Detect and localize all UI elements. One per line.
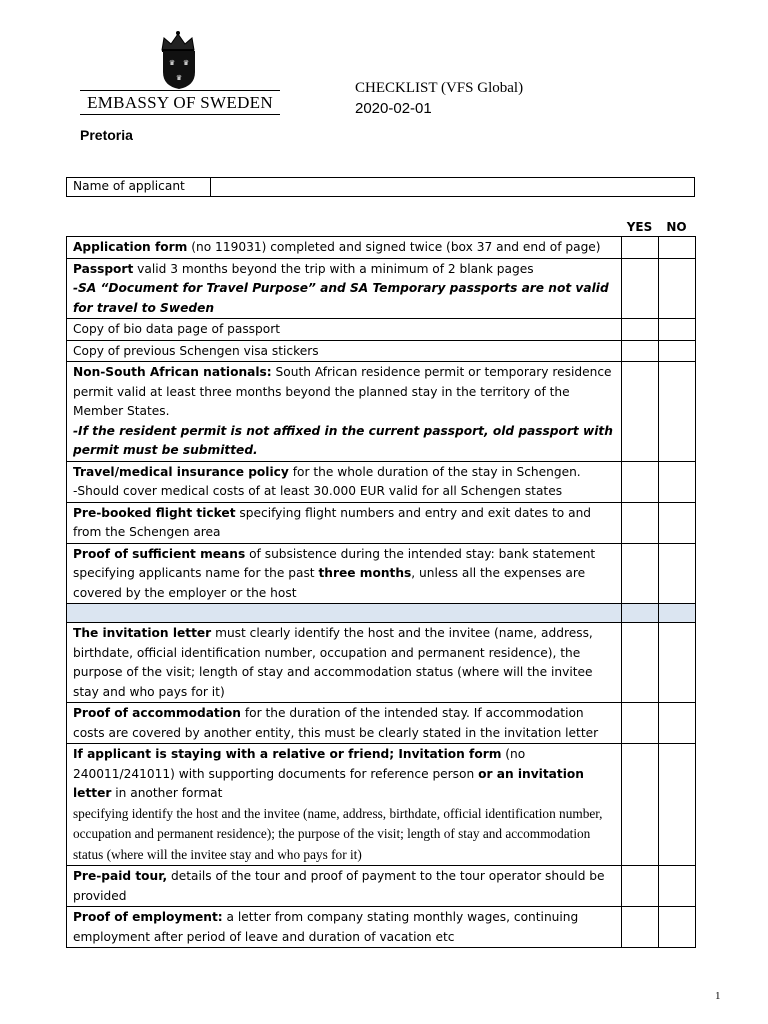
no-column-header: NO (666, 220, 687, 234)
checklist-text-segment: South African residence permit or temporary residence permit valid at least three months beyond the planned stay in the territory of the Member States. (73, 365, 612, 418)
no-checkbox-cell[interactable] (659, 703, 696, 744)
checklist-item-text (67, 703, 622, 744)
checklist-text-segment: (no 240011/241011) with supporting documents for reference person (73, 747, 526, 781)
checklist-text-segment: Passport (73, 261, 134, 276)
checklist-item-text (67, 237, 622, 259)
yes-checkbox-cell[interactable] (622, 623, 659, 703)
svg-text:♛: ♛ (168, 59, 176, 67)
checklist-text-segment: Proof of accommodation (73, 706, 241, 720)
checklist-item-text (67, 623, 622, 703)
checklist-row (67, 502, 696, 543)
yes-checkbox-cell[interactable] (622, 340, 659, 362)
svg-text:♛: ♛ (175, 74, 183, 82)
yes-checkbox-cell[interactable] (622, 461, 659, 502)
checklist-row (67, 866, 696, 907)
checklist-text-segment: Proof of employment: (73, 910, 223, 924)
page-number: 1 (715, 990, 721, 1002)
checklist-item-text (67, 907, 622, 948)
checklist-item-text (67, 866, 622, 907)
no-checkbox-cell[interactable] (659, 319, 696, 341)
checklist-text-segment: -Should cover medical costs of at least 30.000 EUR valid for all Schengen states (73, 484, 563, 498)
no-checkbox-cell[interactable] (659, 866, 696, 907)
checklist-item-text (67, 744, 622, 866)
applicant-name-label: Name of applicant (67, 178, 211, 196)
checklist-text-segment: (no 119031) completed and signed twice (box 37 and end of page) (187, 240, 601, 254)
no-checkbox-cell[interactable] (659, 340, 696, 362)
checklist-text-segment: Application form (73, 240, 188, 254)
checklist-text-segment: details of the tour and proof of payment to the tour operator should be provided (73, 869, 605, 903)
yes-checkbox-cell[interactable] (622, 907, 659, 948)
yes-checkbox-cell[interactable] (622, 237, 659, 259)
checklist-item-text (67, 258, 622, 319)
checklist-item-text (67, 502, 622, 543)
checklist-text-segment: Pre-booked flight ticket (73, 505, 236, 520)
checklist-text-segment: -If the resident permit is not affixed in the current passport, old passport with permit must be submitted. (73, 423, 613, 457)
no-checkbox-cell[interactable] (659, 623, 696, 703)
checklist-row (67, 319, 696, 341)
checklist-row (67, 362, 696, 462)
applicant-name-field[interactable] (211, 178, 694, 196)
checklist-text-segment: Pre-paid tour, (73, 869, 168, 883)
checklist-text-segment: of subsistence during the intended stay: bank statement specifying applicants name for the past (73, 546, 596, 580)
yes-column-header: YES (626, 220, 653, 234)
checklist-text-segment: valid 3 months beyond the trip with a minimum of 2 blank pages (133, 261, 534, 276)
yes-checkbox-cell[interactable] (622, 866, 659, 907)
separator-cell (659, 604, 696, 623)
checklist-text-segment: for the whole duration of the stay in Schengen. (288, 464, 581, 479)
checklist-text-segment: for the duration of the intended stay. If accommodation costs are covered by another entity, this must be clearly stated in the invitation letter (73, 706, 599, 740)
checklist-row (67, 340, 696, 362)
no-checkbox-cell[interactable] (659, 543, 696, 604)
checklist-row (67, 258, 696, 319)
city-name: Pretoria (80, 127, 133, 143)
checklist-text-segment: in another format (111, 786, 223, 800)
checklist-text-segment: , unless all the expenses are covered by the employer or the host (73, 566, 586, 600)
coat-of-arms-icon (162, 50, 196, 90)
checklist-item-text (67, 362, 622, 462)
yes-checkbox-cell[interactable] (622, 319, 659, 341)
checklist-item-text (67, 340, 622, 362)
checklist-item-text (67, 319, 622, 341)
no-checkbox-cell[interactable] (659, 907, 696, 948)
checklist-text-segment: a letter from company stating monthly wages, continuing employment after period of leave and duration of vacation etc (73, 910, 579, 944)
checklist-row (67, 237, 696, 259)
separator-cell (67, 604, 622, 623)
crown-icon (158, 30, 198, 52)
checklist-text-segment: Copy of bio data page of passport (73, 322, 281, 336)
yes-checkbox-cell[interactable] (622, 744, 659, 866)
svg-text:♛: ♛ (182, 59, 190, 67)
checklist-row (67, 907, 696, 948)
checklist-table (66, 236, 696, 948)
checklist-text-segment: Non-South African nationals: (73, 365, 272, 379)
no-checkbox-cell[interactable] (659, 258, 696, 319)
checklist-row (67, 744, 696, 866)
checklist-text-segment: Travel/medical insurance policy (73, 464, 289, 479)
document-date: 2020-02-01 (355, 100, 432, 117)
embassy-logo (80, 30, 280, 120)
checklist-text-segment: If applicant is staying with a relative or friend; Invitation form (73, 747, 502, 761)
yes-checkbox-cell[interactable] (622, 502, 659, 543)
checklist-text-segment: or an invitation letter (73, 766, 584, 800)
document-title: CHECKLIST (VFS Global) (355, 80, 524, 96)
yes-checkbox-cell[interactable] (622, 258, 659, 319)
no-checkbox-cell[interactable] (659, 362, 696, 462)
checklist-text-segment: specifying flight numbers and entry and exit dates to and from the Schengen area (73, 505, 592, 539)
checklist-text-segment: Copy of previous Schengen visa stickers (73, 343, 319, 358)
checklist-text-segment: The invitation letter (73, 626, 212, 640)
logo-top-rule (80, 90, 280, 91)
checklist-text-segment: specifying identify the host and the invitee (name, address, birthdate, official identification number, occupation and permanent residence); the purpose of the visit; length of stay and accommodation status (where will the invitee stay and who pays for it) (73, 805, 603, 862)
checklist-item-text (67, 543, 622, 604)
no-checkbox-cell[interactable] (659, 744, 696, 866)
separator-cell (622, 604, 659, 623)
checkbox-column-headers (621, 220, 695, 234)
no-checkbox-cell[interactable] (659, 237, 696, 259)
checklist-text-segment: must clearly identify the host and the invitee (name, address, birthdate, official identification number, occupation and permanent residence), the purpose of the visit; length of stay and accommodation status (where will the invitee stay and who pays for it) (73, 626, 593, 699)
checklist-row (67, 703, 696, 744)
checklist-text-segment: three months (318, 566, 412, 580)
checklist-text-segment: -SA “Document for Travel Purpose” and SA Temporary passports are not valid for travel to Sweden (73, 281, 609, 315)
no-checkbox-cell[interactable] (659, 502, 696, 543)
embassy-name: EMBASSY OF SWEDEN (87, 93, 273, 112)
checklist-item-text (67, 461, 622, 502)
yes-checkbox-cell[interactable] (622, 703, 659, 744)
yes-checkbox-cell[interactable] (622, 362, 659, 462)
logo-bottom-rule (80, 114, 280, 115)
checklist-row (67, 543, 696, 604)
checklist-text-segment: Proof of sufficient means (73, 546, 246, 561)
applicant-name-row (66, 177, 695, 197)
yes-checkbox-cell[interactable] (622, 543, 659, 604)
checklist-row (67, 461, 696, 502)
no-checkbox-cell[interactable] (659, 461, 696, 502)
checklist-row (67, 623, 696, 703)
section-separator-row (67, 604, 696, 623)
